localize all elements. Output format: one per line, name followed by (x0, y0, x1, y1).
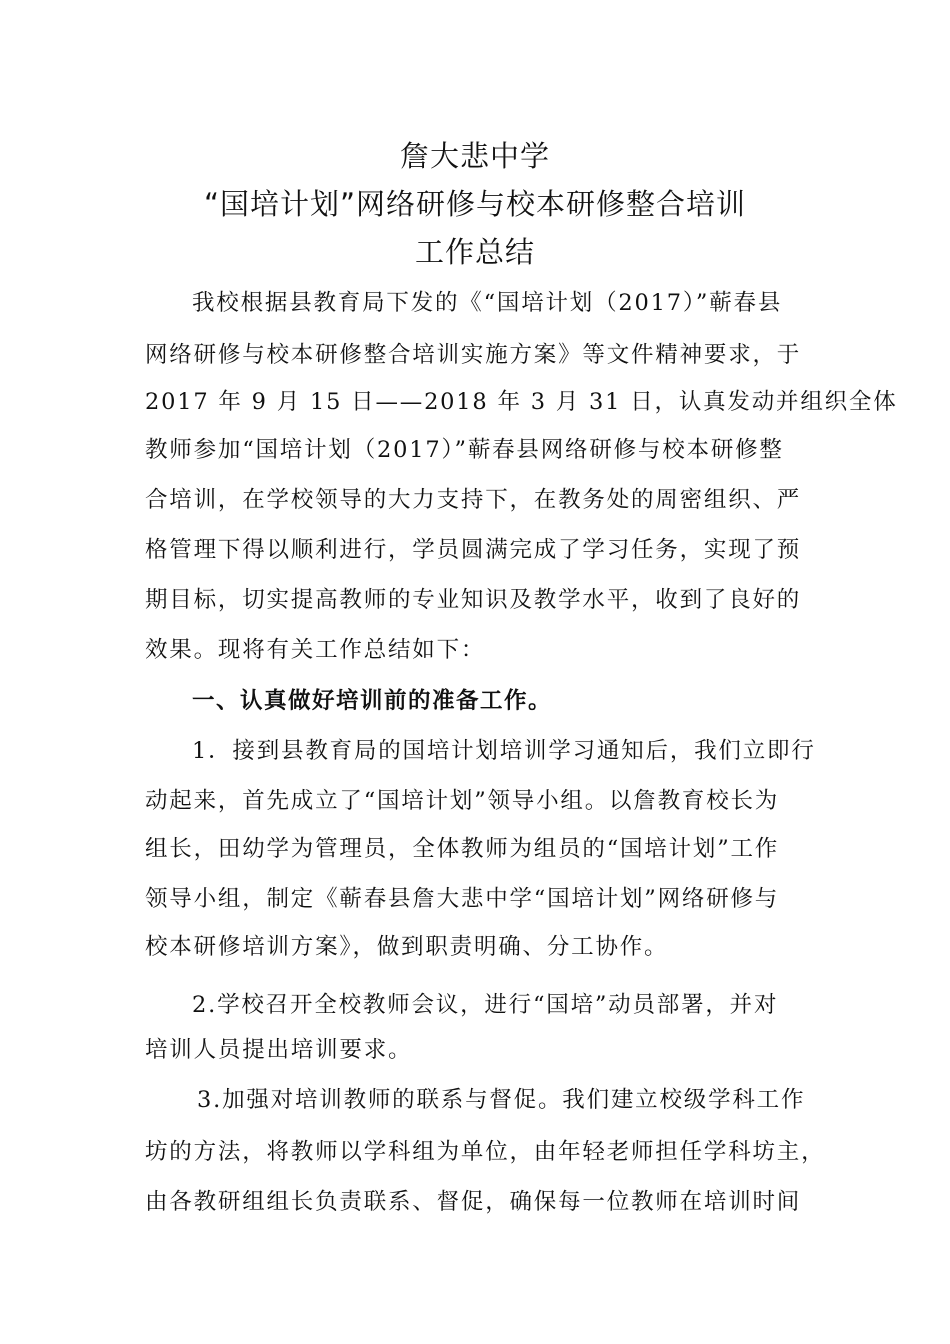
school-name-title: 詹大悲中学 (399, 139, 550, 173)
item3-line: 由各教研组组长负责联系、督促，确保每一位教师在培训时间 (145, 1189, 802, 1215)
program-title: “国培计划”网络研修与校本研修整合培训 (203, 187, 747, 221)
intro-line: 期目标，切实提高教师的专业知识及教学水平，收到了良好的 (145, 587, 802, 613)
item1-line: 1．接到县教育局的国培计划培训学习通知后，我们立即行 (192, 738, 816, 764)
item2-line: 培训人员提出培训要求。 (145, 1037, 413, 1063)
intro-line: 效果。现将有关工作总结如下： (145, 637, 486, 663)
item1-line: 动起来，首先成立了“国培计划”领导小组。以詹教育校长为 (145, 788, 780, 814)
intro-line: 格管理下得以顺利进行，学员圆满完成了学习任务，实现了预 (145, 537, 802, 563)
intro-line: 教师参加“国培计划（2017）”蕲春县网络研修与校本研修整 (145, 437, 784, 463)
item1-line: 领导小组，制定《蕲春县詹大悲中学“国培计划”网络研修与 (145, 886, 780, 912)
item3-line: 坊的方法，将教师以学科组为单位，由年轻老师担任学科坊主， (145, 1139, 826, 1165)
item3-line: 3.加强对培训教师的联系与督促。我们建立校级学科工作 (197, 1087, 806, 1113)
item1-line: 校本研修培训方案》，做到职责明确、分工协作。 (145, 934, 669, 960)
intro-line: 我校根据县教育局下发的《“国培计划（2017）”蕲春县 (192, 290, 783, 316)
intro-line: 2017 年 9 月 15 日——2018 年 3 月 31 日，认真发动并组织全体 (145, 389, 898, 415)
section-heading: 一、认真做好培训前的准备工作。 (192, 688, 553, 714)
summary-title: 工作总结 (414, 235, 535, 269)
item1-line: 组长，田幼学为管理员，全体教师为组员的“国培计划”工作 (145, 836, 780, 862)
intro-line: 合培训，在学校领导的大力支持下，在教务处的周密组织、严 (145, 487, 802, 513)
intro-line: 网络研修与校本研修整合培训实施方案》等文件精神要求，于 (145, 342, 802, 368)
item2-line: 2.学校召开全校教师会议，进行“国培”动员部署，并对 (192, 992, 779, 1018)
